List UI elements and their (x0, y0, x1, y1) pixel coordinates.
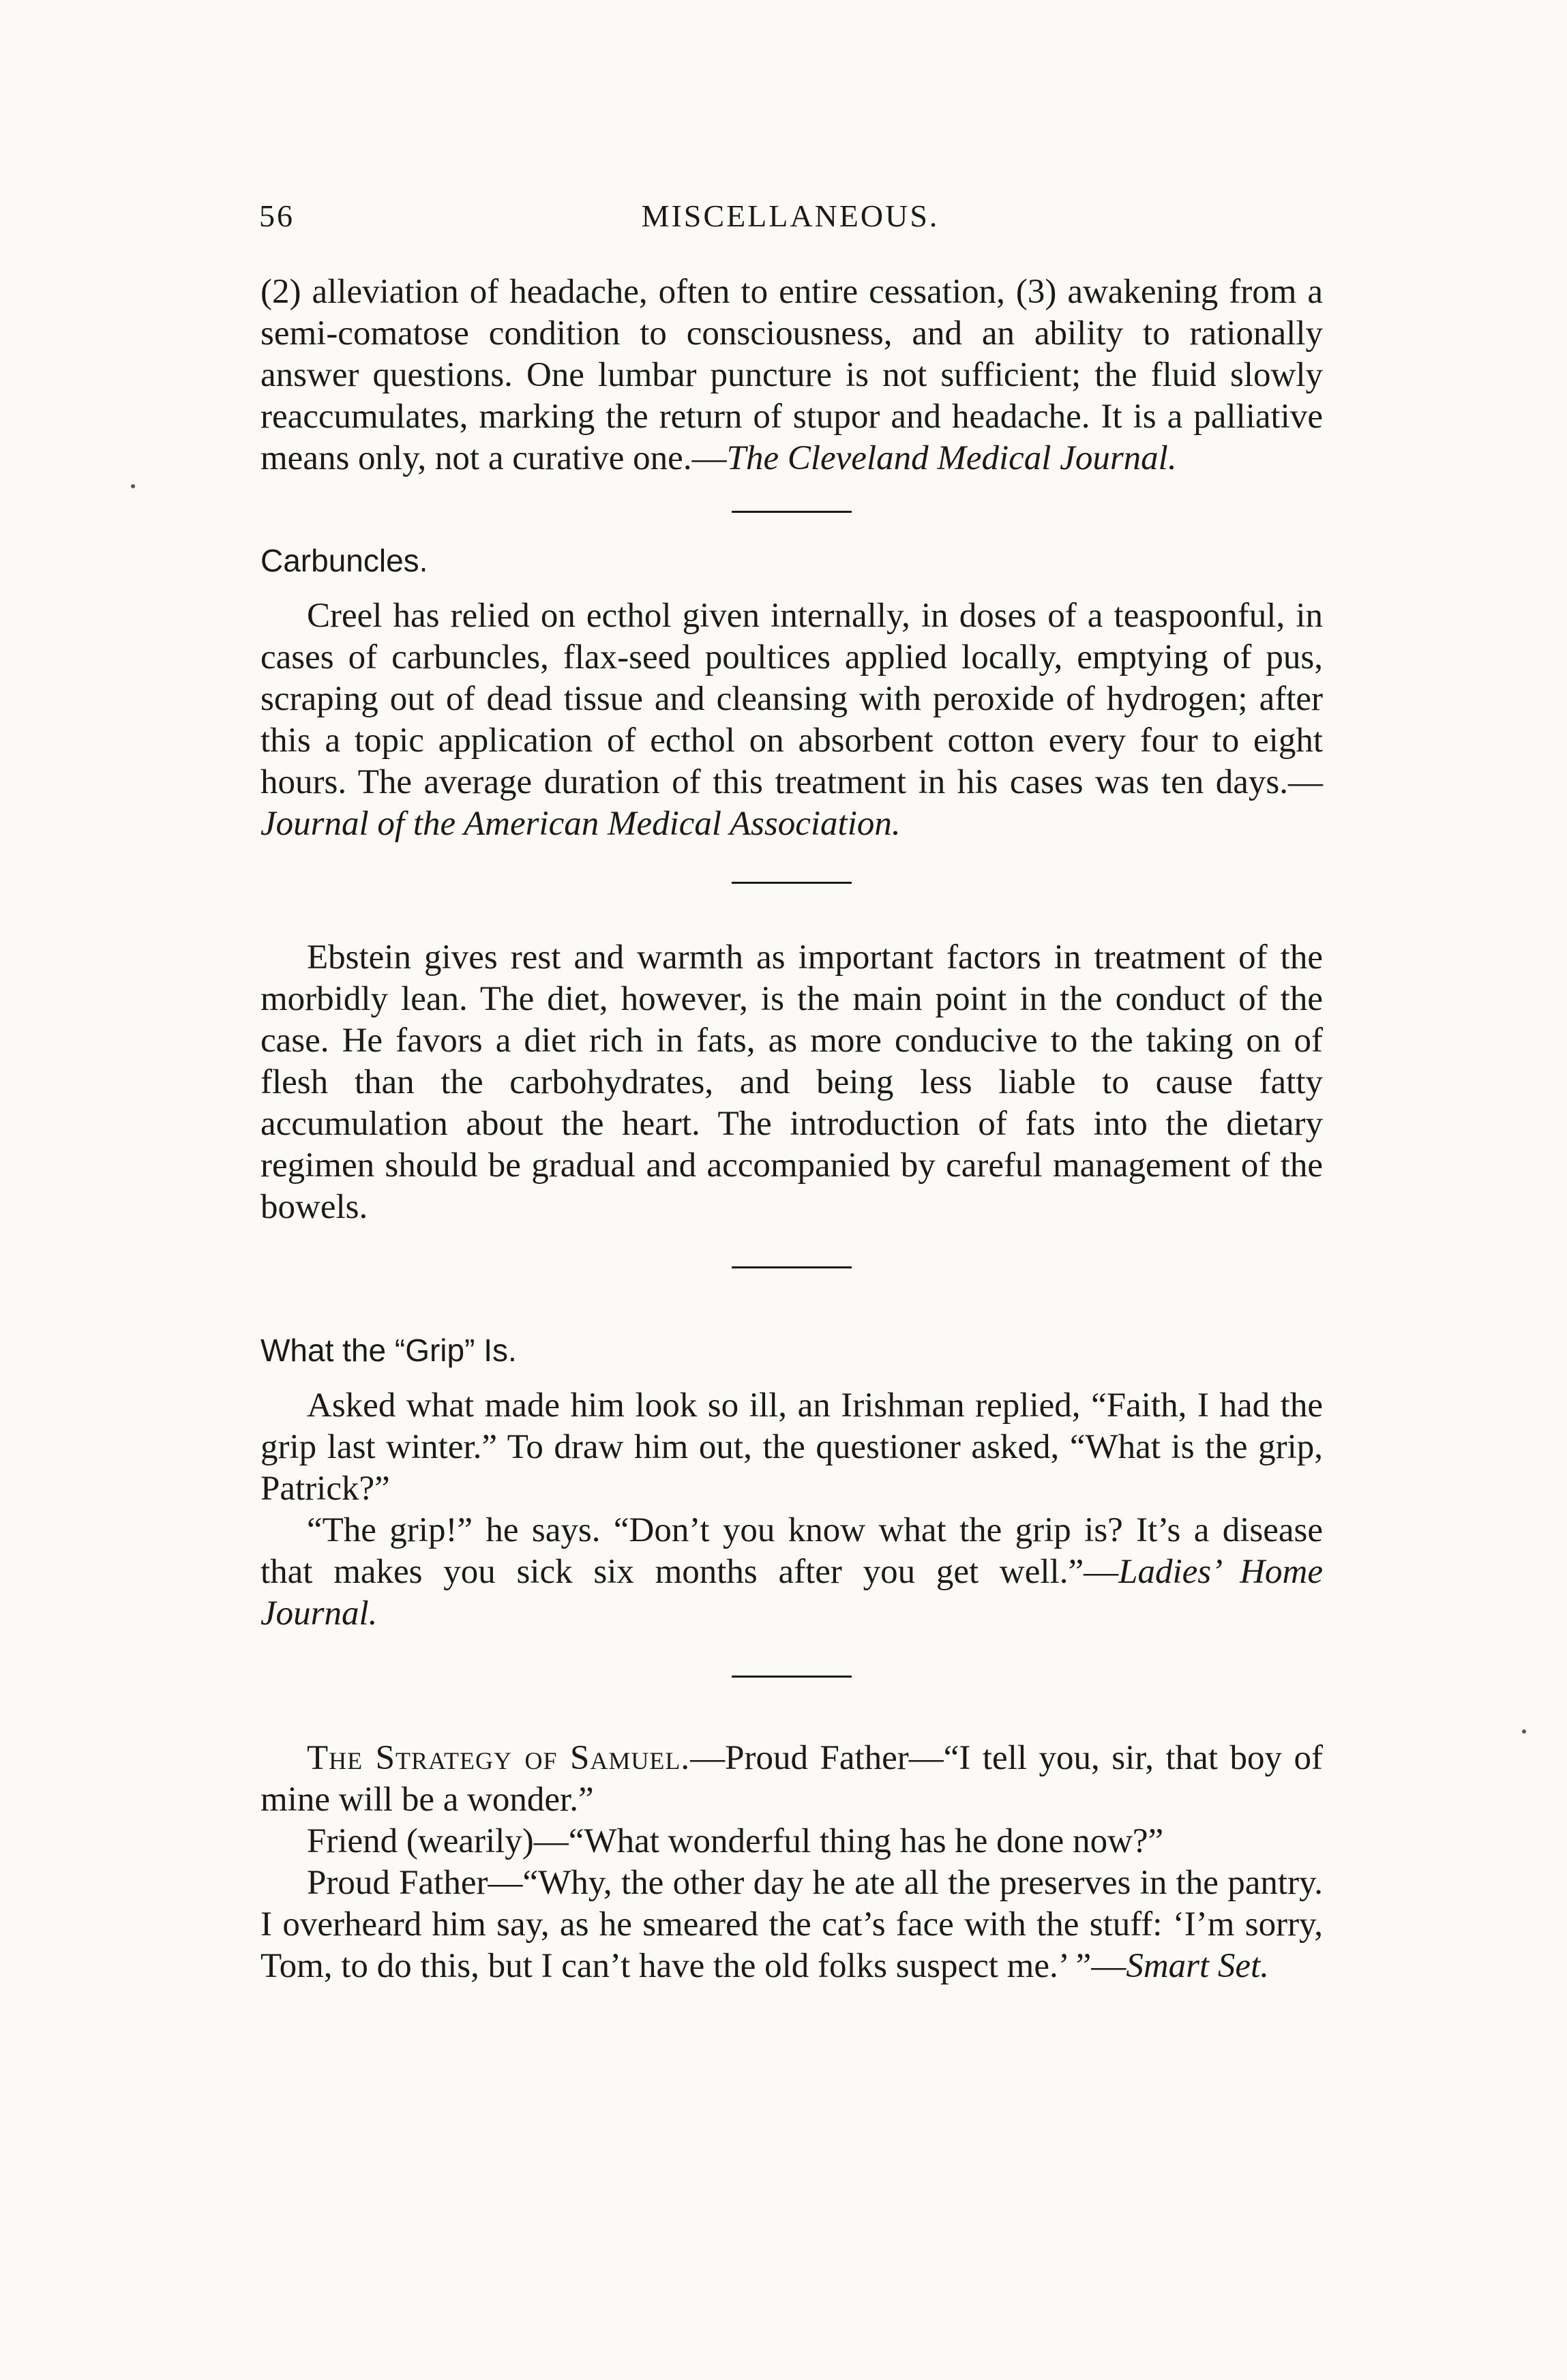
samuel-text-1: —Proud Father—“I tell you, sir, that boy of mine will be a wonder.” (260, 1739, 1323, 1819)
anecdote-title: The Strategy of Samuel. (307, 1739, 691, 1777)
source-citation: Journal of the American Medical Association. (260, 805, 901, 843)
section-divider (732, 882, 852, 884)
source-citation: Smart Set. (1126, 1947, 1269, 1985)
lumbar-puncture-paragraph (260, 271, 1323, 479)
page-speck (1522, 1729, 1526, 1734)
carbuncles-paragraph (260, 595, 1323, 845)
page-number: 56 (259, 198, 295, 233)
section-divider (732, 511, 852, 513)
grip-heading: What the “Grip” Is. (260, 1333, 517, 1368)
section-divider (732, 1266, 852, 1268)
running-head (259, 198, 1322, 239)
section-divider (732, 1676, 852, 1678)
source-citation: The Cleveland Medical Journal. (726, 439, 1177, 477)
ebstein-paragraph: Ebstein gives rest and warmth as important factors in treatment of the morbidly lean. The diet, however, is the main point in the conduct of the case. He favors a diet rich in fats, as more conducive to the taking on of flesh than the carbohydrates, and being less liable to cause fatty accumulation about the heart. The introduction of fats into the dietary regimen should be gradual and accompanied by careful management of the bowels. (260, 938, 1323, 1226)
samuel-paragraph-2: Friend (wearily)—“What wonderful thing has he done now?” (307, 1822, 1164, 1860)
carbuncles-heading: Carbuncles. (260, 543, 428, 578)
page-speck (131, 484, 135, 488)
grip-paragraph-2 (260, 1510, 1323, 1635)
page-body (260, 271, 1323, 1987)
samuel-paragraph-3 (260, 1862, 1323, 1987)
carbuncles-text: Creel has relied on ecthol given internally, in doses of a teaspoonful, in cases of carbuncles, flax-seed poultices applied locally, emptying of pus, scraping out of dead tissue and cleansing with peroxide of hydrogen; after this a topic application of ecthol on absorbent cotton every four to eight hours. The average duration of this treatment in his cases was ten days.— (260, 597, 1323, 801)
grip-paragraph-1: Asked what made him look so ill, an Irishman replied, “Faith, I had the grip last winter.” To draw him out, the questioner asked, “What is the grip, Patrick?” (260, 1386, 1323, 1508)
lumbar-puncture-text: (2) alleviation of headache, often to entire cessation, (3) awakening from a semi-comatose condition to consciousness, and an ability to rationally answer questions. One lumbar puncture is not sufficient; the fluid slowly reaccumulates, marking the return of stupor and headache. It is a palliative means only, not a curative one.— (260, 273, 1323, 477)
source-citation: Ladies’ Home Journal. (260, 1553, 1323, 1633)
samuel-paragraph-1 (260, 1738, 1323, 1821)
grip-text-2: “The grip!” he says. “Don’t you know what the grip is? It’s a disease that makes you sick six months after you get well.”— (260, 1511, 1323, 1591)
samuel-text-3: Proud Father—“Why, the other day he ate all the preserves in the pantry. I overheard him say, as he smeared the cat’s face with the stuff: ‘I’m sorry, Tom, to do this, but I can’t have the old folks suspect me.’ ”— (260, 1864, 1323, 1985)
page-title: MISCELLANEOUS. (641, 198, 940, 233)
